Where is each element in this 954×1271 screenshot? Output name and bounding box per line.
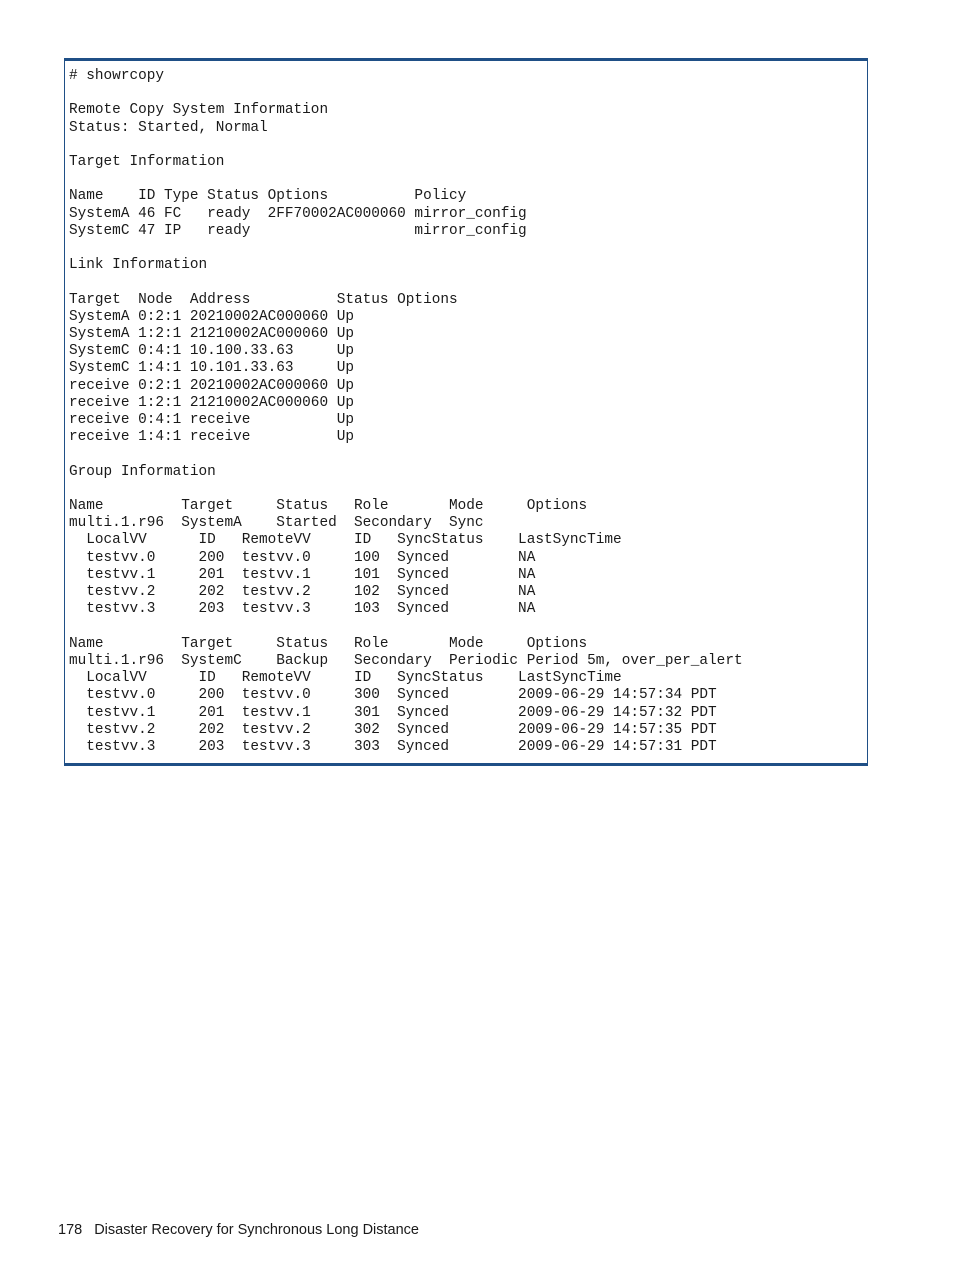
code-line: testvv.3 203 testvv.3 303 Synced 2009-06-29 14:57:31 PDT	[69, 738, 717, 755]
code-line: LocalVV ID RemoteVV ID SyncStatus LastSyncTime	[69, 670, 622, 687]
code-line: SystemC 47 IP ready mirror_config	[69, 222, 527, 239]
code-line: testvv.0 200 testvv.0 300 Synced 2009-06-29 14:57:34 PDT	[69, 687, 717, 704]
code-line: # showrcopy	[69, 68, 164, 84]
code-line: testvv.1 201 testvv.1 301 Synced 2009-06-29 14:57:32 PDT	[69, 704, 717, 721]
code-line: Target Information	[69, 154, 225, 171]
code-line: Name ID Type Status Options Policy	[69, 188, 467, 205]
code-line: testvv.2 202 testvv.2 302 Synced 2009-06-29 14:57:35 PDT	[69, 721, 717, 738]
code-line: multi.1.r96 SystemA Started Secondary Sync	[69, 515, 484, 532]
code-line: receive 1:4:1 receive Up	[69, 429, 354, 446]
code-line: testvv.1 201 testvv.1 101 Synced NA	[69, 566, 536, 583]
code-line: multi.1.r96 SystemC Backup Secondary Periodic Period 5m, over_per_alert	[69, 652, 743, 669]
code-line: SystemA 0:2:1 20210002AC000060 Up	[69, 308, 354, 325]
code-line: Link Information	[69, 257, 208, 274]
showrcopy-output	[69, 68, 743, 756]
page-footer	[58, 1222, 419, 1238]
code-line: SystemC 1:4:1 10.101.33.63 Up	[69, 360, 354, 377]
code-line: Group Information	[69, 463, 216, 480]
page-number: 178	[58, 1222, 83, 1238]
code-line: receive 0:4:1 receive Up	[69, 412, 354, 429]
code-line: LocalVV ID RemoteVV ID SyncStatus LastSyncTime	[69, 532, 622, 549]
code-line: Remote Copy System Information	[69, 102, 329, 119]
code-line: testvv.0 200 testvv.0 100 Synced NA	[69, 549, 536, 566]
section-title: Disaster Recovery for Synchronous Long Distance	[94, 1222, 419, 1238]
code-line: Target Node Address Status Options	[69, 291, 458, 308]
command-output-box	[64, 58, 868, 766]
code-line: testvv.2 202 testvv.2 102 Synced NA	[69, 584, 536, 601]
code-line: Status: Started, Normal	[69, 119, 268, 136]
code-line: SystemA 46 FC ready 2FF70002AC000060 mirror_config	[69, 205, 527, 222]
code-line: SystemA 1:2:1 21210002AC000060 Up	[69, 326, 354, 343]
code-line: Name Target Status Role Mode Options	[69, 498, 588, 515]
code-line: receive 0:2:1 20210002AC000060 Up	[69, 377, 354, 394]
code-line: Name Target Status Role Mode Options	[69, 635, 588, 652]
code-line: SystemC 0:4:1 10.100.33.63 Up	[69, 343, 354, 360]
code-line: testvv.3 203 testvv.3 103 Synced NA	[69, 601, 536, 618]
code-line: receive 1:2:1 21210002AC000060 Up	[69, 394, 354, 411]
